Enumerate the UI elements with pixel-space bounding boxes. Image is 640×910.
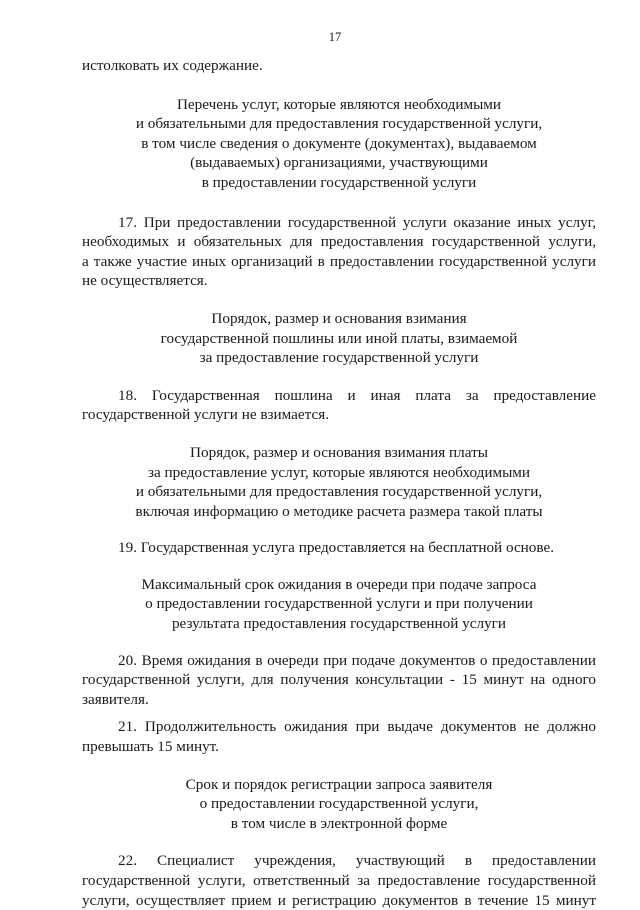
paragraph-21 bbox=[82, 717, 596, 756]
paragraph-20 bbox=[82, 651, 596, 710]
paragraph-line: превышать 15 минут. bbox=[82, 738, 219, 756]
paragraph-line: государственной услуги не взимается. bbox=[82, 406, 329, 424]
paragraph-17 bbox=[82, 213, 596, 291]
heading-line: в предоставлении государственной услуги bbox=[201, 173, 477, 191]
paragraph-line: государственной услуги, для получения консультации - 15 минут на одного bbox=[82, 671, 596, 689]
heading-fee bbox=[82, 309, 596, 368]
paragraph-line: 20. Время ожидания в очереди при подаче документов о предоставлении bbox=[118, 651, 596, 669]
heading-line: Порядок, размер и основания взимания платы bbox=[190, 443, 488, 461]
opening-line: истолковать их содержание. bbox=[82, 57, 263, 74]
heading-line: Срок и порядок регистрации запроса заявителя bbox=[185, 775, 493, 793]
paragraph-line: 22. Специалист учреждения, участвующий в предоставлении bbox=[118, 852, 596, 870]
paragraph-line: 21. Продолжительность ожидания при выдаче документов не должно bbox=[118, 718, 596, 736]
heading-line: в том числе сведения о документе (документах), выдаваемом bbox=[141, 134, 537, 152]
heading-line: за предоставление услуг, которые являются необходимыми bbox=[147, 463, 531, 481]
paragraph-line: а также участие иных организаций в предоставлении государственной услуги bbox=[82, 252, 596, 270]
page-number: 17 bbox=[328, 30, 342, 44]
heading-line: в том числе в электронной форме bbox=[230, 814, 448, 832]
heading-line: включая информацию о методике расчета размера такой платы bbox=[135, 502, 543, 520]
paragraph-line: 18. Государственная пошлина и иная плата за предоставление bbox=[118, 386, 596, 404]
paragraph-line: государственной услуги, ответственный за предоставление государственной bbox=[82, 872, 596, 889]
paragraph-line: необходимых и обязательных для предоставления государственной услуги, bbox=[82, 233, 596, 251]
heading-services bbox=[82, 95, 596, 193]
heading-queue bbox=[82, 575, 596, 634]
paragraph-line: не осуществляется. bbox=[82, 272, 208, 290]
paragraph-line: 17. При предоставлении государственной услуги оказание иных услуг, bbox=[118, 213, 596, 231]
paragraph-line: заявителя. bbox=[82, 690, 149, 708]
heading-line: о предоставлении государственной услуги, bbox=[199, 795, 479, 813]
heading-line: государственной пошлины или иной платы, взимаемой bbox=[160, 329, 518, 347]
heading-line: результата предоставления государственной услуги bbox=[171, 615, 507, 633]
heading-line: (выдаваемых) организациями, участвующими bbox=[190, 154, 488, 172]
heading-registration bbox=[82, 775, 596, 834]
heading-line: и обязательными для предоставления государственной услуги, bbox=[135, 483, 543, 501]
paragraph-18 bbox=[82, 386, 596, 425]
heading-fee-services bbox=[82, 443, 596, 521]
heading-line: Перечень услуг, которые являются необходимыми bbox=[176, 95, 502, 113]
heading-line: и обязательными для предоставления государственной услуги, bbox=[135, 115, 543, 133]
paragraph-line: услуги, осуществляет прием и регистрацию документов в течение 15 минут bbox=[82, 891, 596, 909]
paragraph-19 bbox=[82, 538, 596, 558]
paragraph-line: 19. Государственная услуга предоставляется на бесплатной основе. bbox=[118, 539, 555, 557]
heading-line: Порядок, размер и основания взимания bbox=[211, 309, 467, 327]
heading-line: о предоставлении государственной услуги и при получении bbox=[145, 595, 533, 613]
heading-line: Максимальный срок ожидания в очереди при подаче запроса bbox=[141, 575, 537, 593]
heading-line: за предоставление государственной услуги bbox=[199, 349, 479, 367]
page-content bbox=[82, 56, 596, 910]
paragraph-22 bbox=[82, 851, 596, 910]
